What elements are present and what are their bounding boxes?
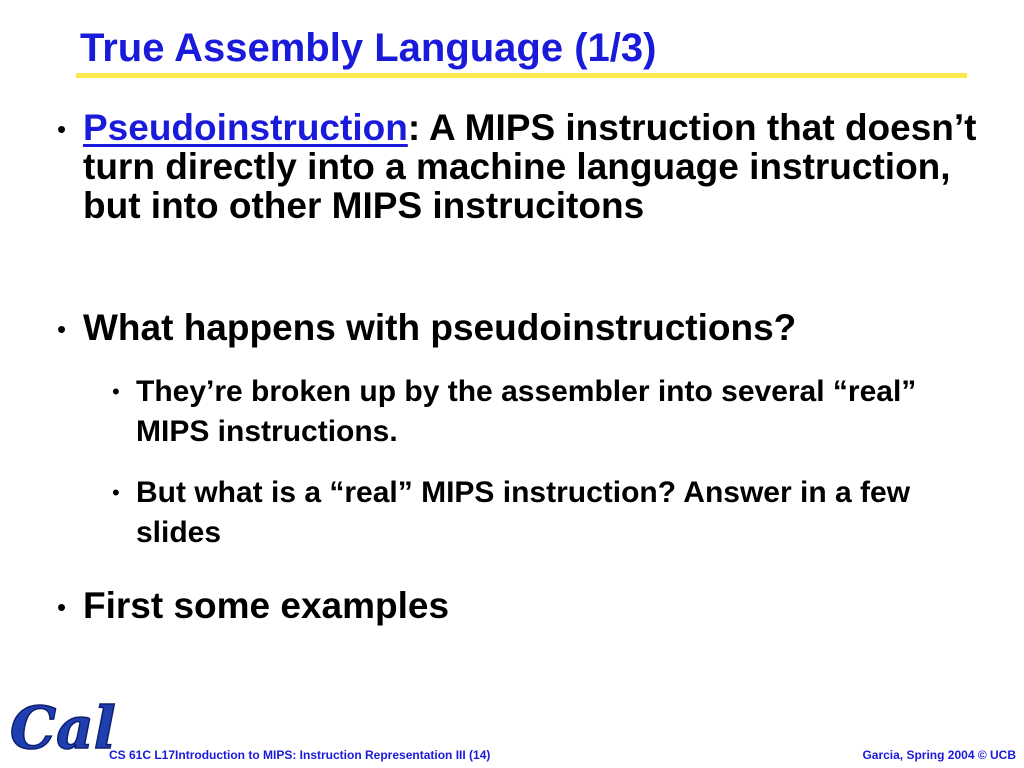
- bullet-text: What happens with pseudoinstructions?: [83, 307, 797, 348]
- slide-title: True Assembly Language (1/3): [80, 26, 657, 70]
- sub-bullet-text: But what is a “real” MIPS instruction? Answer in a few slides: [136, 476, 911, 549]
- footer-author-copyright: Garcia, Spring 2004 © UCB: [862, 748, 1016, 762]
- bullet-first-examples: [57, 586, 987, 625]
- bullet-dot: •: [57, 592, 67, 622]
- pseudoinstruction-term-link[interactable]: Pseudoinstruction: [83, 107, 408, 148]
- bullet-dot: •: [57, 114, 67, 144]
- bullet-dot: •: [57, 314, 67, 344]
- bullet-what-happens: [57, 308, 987, 347]
- bullet-pseudoinstruction-definition: [57, 108, 987, 225]
- cal-logo-text: Cal: [10, 694, 116, 762]
- sub-bullet-broken-up: [112, 372, 992, 452]
- sub-bullet-text: They’re broken up by the assembler into several “real” MIPS instructions.: [136, 375, 917, 448]
- footer-course-info: CS 61C L17Introduction to MIPS: Instruction Representation III (14): [109, 748, 491, 762]
- sub-bullet-real-instruction: [112, 473, 992, 553]
- bullet-text: : A MIPS instruction that doesn’t turn directly into a machine language instruction, but into other MIPS instrucitons: [83, 107, 977, 226]
- title-underline-rule: [76, 73, 967, 78]
- bullet-dot: •: [112, 480, 120, 505]
- cal-logo: [6, 688, 116, 762]
- bullet-dot: •: [112, 379, 120, 404]
- bullet-text: First some examples: [83, 585, 450, 626]
